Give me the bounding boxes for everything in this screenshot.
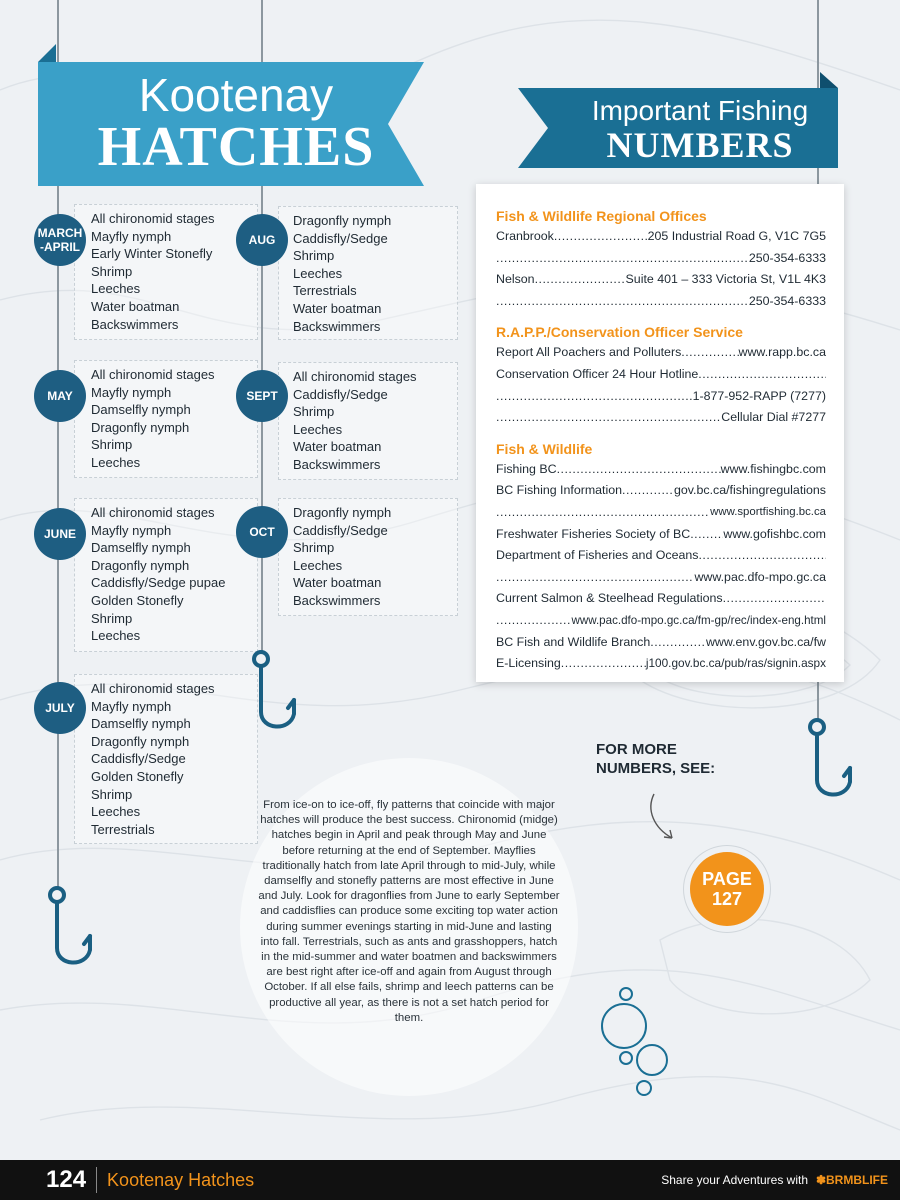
hatch-item: Leeches xyxy=(293,421,343,437)
hatch-item: Shrimp xyxy=(91,437,133,453)
hatch-item: Water boatman xyxy=(91,298,180,314)
hatch-paragraph: From ice-on to ice-off, fly patterns that coincide with major hatches will produce the best success. Chironomid (midge) hatches begin in April and peak through May and June before returning at the end of September. Mayflies traditionally hatch from late April through to mid-July, while damselfly and stonefly patterns are most effective in June and July. Look for dragonflies from June to early September and caddisflies can produce some exciting top water action during summer evenings starting in mid-June and lasting into fall. Terrestrials, such as ants and grasshoppers, hatch in the mid-summer and water boatmen and backswimmers are best right after ice-off and again from August through October. If all else fails, shrimp and leech patterns can be productive all year, as there is not a set hatch period for them. xyxy=(258,799,560,1024)
hatches-title-line1: Kootenay xyxy=(138,69,334,121)
footer-title: Kootenay Hatches xyxy=(107,1169,255,1190)
contact-row: Current Salmon & Steelhead Regulations ..... xyxy=(496,588,826,610)
month-badge: JUNE xyxy=(34,508,86,560)
hatch-item: Damselfly nymph xyxy=(91,402,191,418)
arrow-icon xyxy=(640,790,680,846)
hatch-item: Caddisfly/Sedge pupae xyxy=(91,575,226,591)
bubbles-icon xyxy=(598,984,672,1100)
hatch-item: Leeches xyxy=(293,265,343,281)
hatch-item: Dragonfly nymph xyxy=(91,733,190,749)
month-badge: OCT xyxy=(236,506,288,558)
hatch-item: Leeches xyxy=(91,628,141,644)
hatch-item: Leeches xyxy=(91,281,141,297)
contact-row: ..... 250-354-6333 xyxy=(496,248,826,270)
hatch-item: Dragonfly nymph xyxy=(91,557,190,573)
hatch-item: Caddisfly/Sedge xyxy=(91,751,186,767)
hatch-item: Terrestrials xyxy=(91,821,155,837)
hatch-item: All chironomid stages xyxy=(91,505,215,520)
hatch-item: Mayfly nymph xyxy=(91,698,172,714)
hatch-item: Water boatman xyxy=(293,439,382,455)
page-number: 124 xyxy=(46,1166,87,1193)
hatches-banner xyxy=(38,44,424,186)
hatch-item: Dragonfly nymph xyxy=(293,505,392,520)
more-numbers-label xyxy=(596,740,715,778)
contact-row: Cranbrook ..... 205 Industrial Road G, V1C 7G5 xyxy=(496,226,826,248)
hatch-item: Damselfly nymph xyxy=(91,540,191,556)
contact-row: ..... www.sportfishing.bc.ca xyxy=(496,502,826,524)
hatch-item: Leeches xyxy=(293,557,343,573)
section-title: Fish & Wildlife Regional Offices xyxy=(496,208,707,224)
hatch-item: Shrimp xyxy=(293,404,335,420)
contact-row: Nelson ..... Suite 401 – 333 Victoria St, V1L 4K3 xyxy=(496,269,826,291)
contact-row: ..... www.pac.dfo-mpo.gc.ca/fm-gp/rec/index-eng.html xyxy=(496,610,826,632)
hatch-item: Golden Stonefly xyxy=(91,768,184,784)
fishing-hook-icon xyxy=(250,650,302,738)
contact-row: BC Fish and Wildlife Branch ..... www.env.gov.bc.ca/fw xyxy=(496,632,826,654)
contact-row: Report All Poachers and Polluters ..... www.rapp.bc.ca xyxy=(496,342,826,364)
page-badge-line2: 127 xyxy=(711,889,743,909)
hatch-item: Caddisfly/Sedge xyxy=(293,230,388,246)
numbers-title-line2: NUMBERS xyxy=(606,125,794,165)
fishing-hook-icon xyxy=(46,886,98,974)
hatch-item: All chironomid stages xyxy=(91,681,215,696)
hatch-item: All chironomid stages xyxy=(293,369,417,384)
contact-row: E-Licensing ..... j100.gov.bc.ca/pub/ras/signin.aspx xyxy=(496,653,826,675)
fishing-hook-icon xyxy=(806,718,858,806)
hatch-item: Mayfly nymph xyxy=(91,228,172,244)
more-numbers-line2: NUMBERS, SEE: xyxy=(596,760,716,777)
month-badge: MAY xyxy=(34,370,86,422)
page-footer xyxy=(0,1160,900,1200)
fishing-numbers-card xyxy=(476,184,844,682)
contact-row: Fishing BC ..... www.fishingbc.com xyxy=(496,459,826,481)
hatch-item: Mayfly nymph xyxy=(91,522,172,538)
hatch-item: Shrimp xyxy=(91,263,133,279)
contact-row: ..... 1-877-952-RAPP (7277) xyxy=(496,386,826,408)
hatch-item: Terrestrials xyxy=(293,283,357,299)
month-badge: MARCH -APRIL xyxy=(34,214,86,266)
hatch-item: Backswimmers xyxy=(293,318,381,334)
page-badge-line1: PAGE xyxy=(702,869,752,889)
hatch-item: Backswimmers xyxy=(293,592,381,608)
contact-row: ..... www.pac.dfo-mpo.gc.ca xyxy=(496,567,826,589)
section-title: R.A.P.P./Conservation Officer Service xyxy=(496,324,743,341)
contact-row: Conservation Officer 24 Hour Hotline ..... xyxy=(496,364,826,386)
section-title: Fish & Wildlife xyxy=(496,440,593,457)
hatch-item: Leeches xyxy=(91,804,141,820)
hatch-item: Dragonfly nymph xyxy=(293,213,392,228)
hatch-item: Water boatman xyxy=(293,575,382,591)
hatch-item: Shrimp xyxy=(293,540,335,556)
numbers-title-line1: Important Fishing xyxy=(591,95,809,126)
hatch-item: All chironomid stages xyxy=(91,211,215,226)
contact-row: ..... Cellular Dial #7277 xyxy=(496,407,826,429)
hatch-item: All chironomid stages xyxy=(91,367,215,382)
contact-row: ..... 250-354-6333 xyxy=(496,291,826,313)
month-badge: AUG xyxy=(236,214,288,266)
hatch-item: Caddisfly/Sedge xyxy=(293,386,388,402)
hatch-item: Golden Stonefly xyxy=(91,592,184,608)
more-numbers-line1: FOR MORE xyxy=(596,741,677,758)
contact-row: Freshwater Fisheries Society of BC ..... www.gofishbc.com xyxy=(496,524,826,546)
footer-share-text: Share your Adventures with xyxy=(661,1173,808,1187)
hatch-item: Backswimmers xyxy=(91,316,179,332)
hatches-title-line2: HATCHES xyxy=(97,116,375,178)
page-reference-badge xyxy=(690,852,764,926)
month-badge: JULY xyxy=(34,682,86,734)
hatch-item: Leeches xyxy=(91,454,141,470)
contact-row: Department of Fisheries and Oceans ..... xyxy=(496,545,826,567)
hatch-item: Shrimp xyxy=(91,786,133,802)
footer-divider xyxy=(96,1167,97,1193)
hatch-item: Caddisfly/Sedge xyxy=(293,522,388,538)
hatch-item: Shrimp xyxy=(293,248,335,264)
hatch-item: Backswimmers xyxy=(293,456,381,472)
hatch-item: Shrimp xyxy=(91,610,133,626)
hatch-item: Water boatman xyxy=(293,300,382,316)
footer-brand: ✽BRMBLIFE xyxy=(815,1173,888,1187)
numbers-banner xyxy=(518,72,838,172)
hatch-item: Dragonfly nymph xyxy=(91,419,190,435)
hatch-item: Mayfly nymph xyxy=(91,384,172,400)
hatch-item: Early Winter Stonefly xyxy=(91,246,213,262)
month-badge: SEPT xyxy=(236,370,288,422)
contact-row: BC Fishing Information ..... gov.bc.ca/fishingregulations xyxy=(496,480,826,502)
hatch-item: Damselfly nymph xyxy=(91,716,191,732)
